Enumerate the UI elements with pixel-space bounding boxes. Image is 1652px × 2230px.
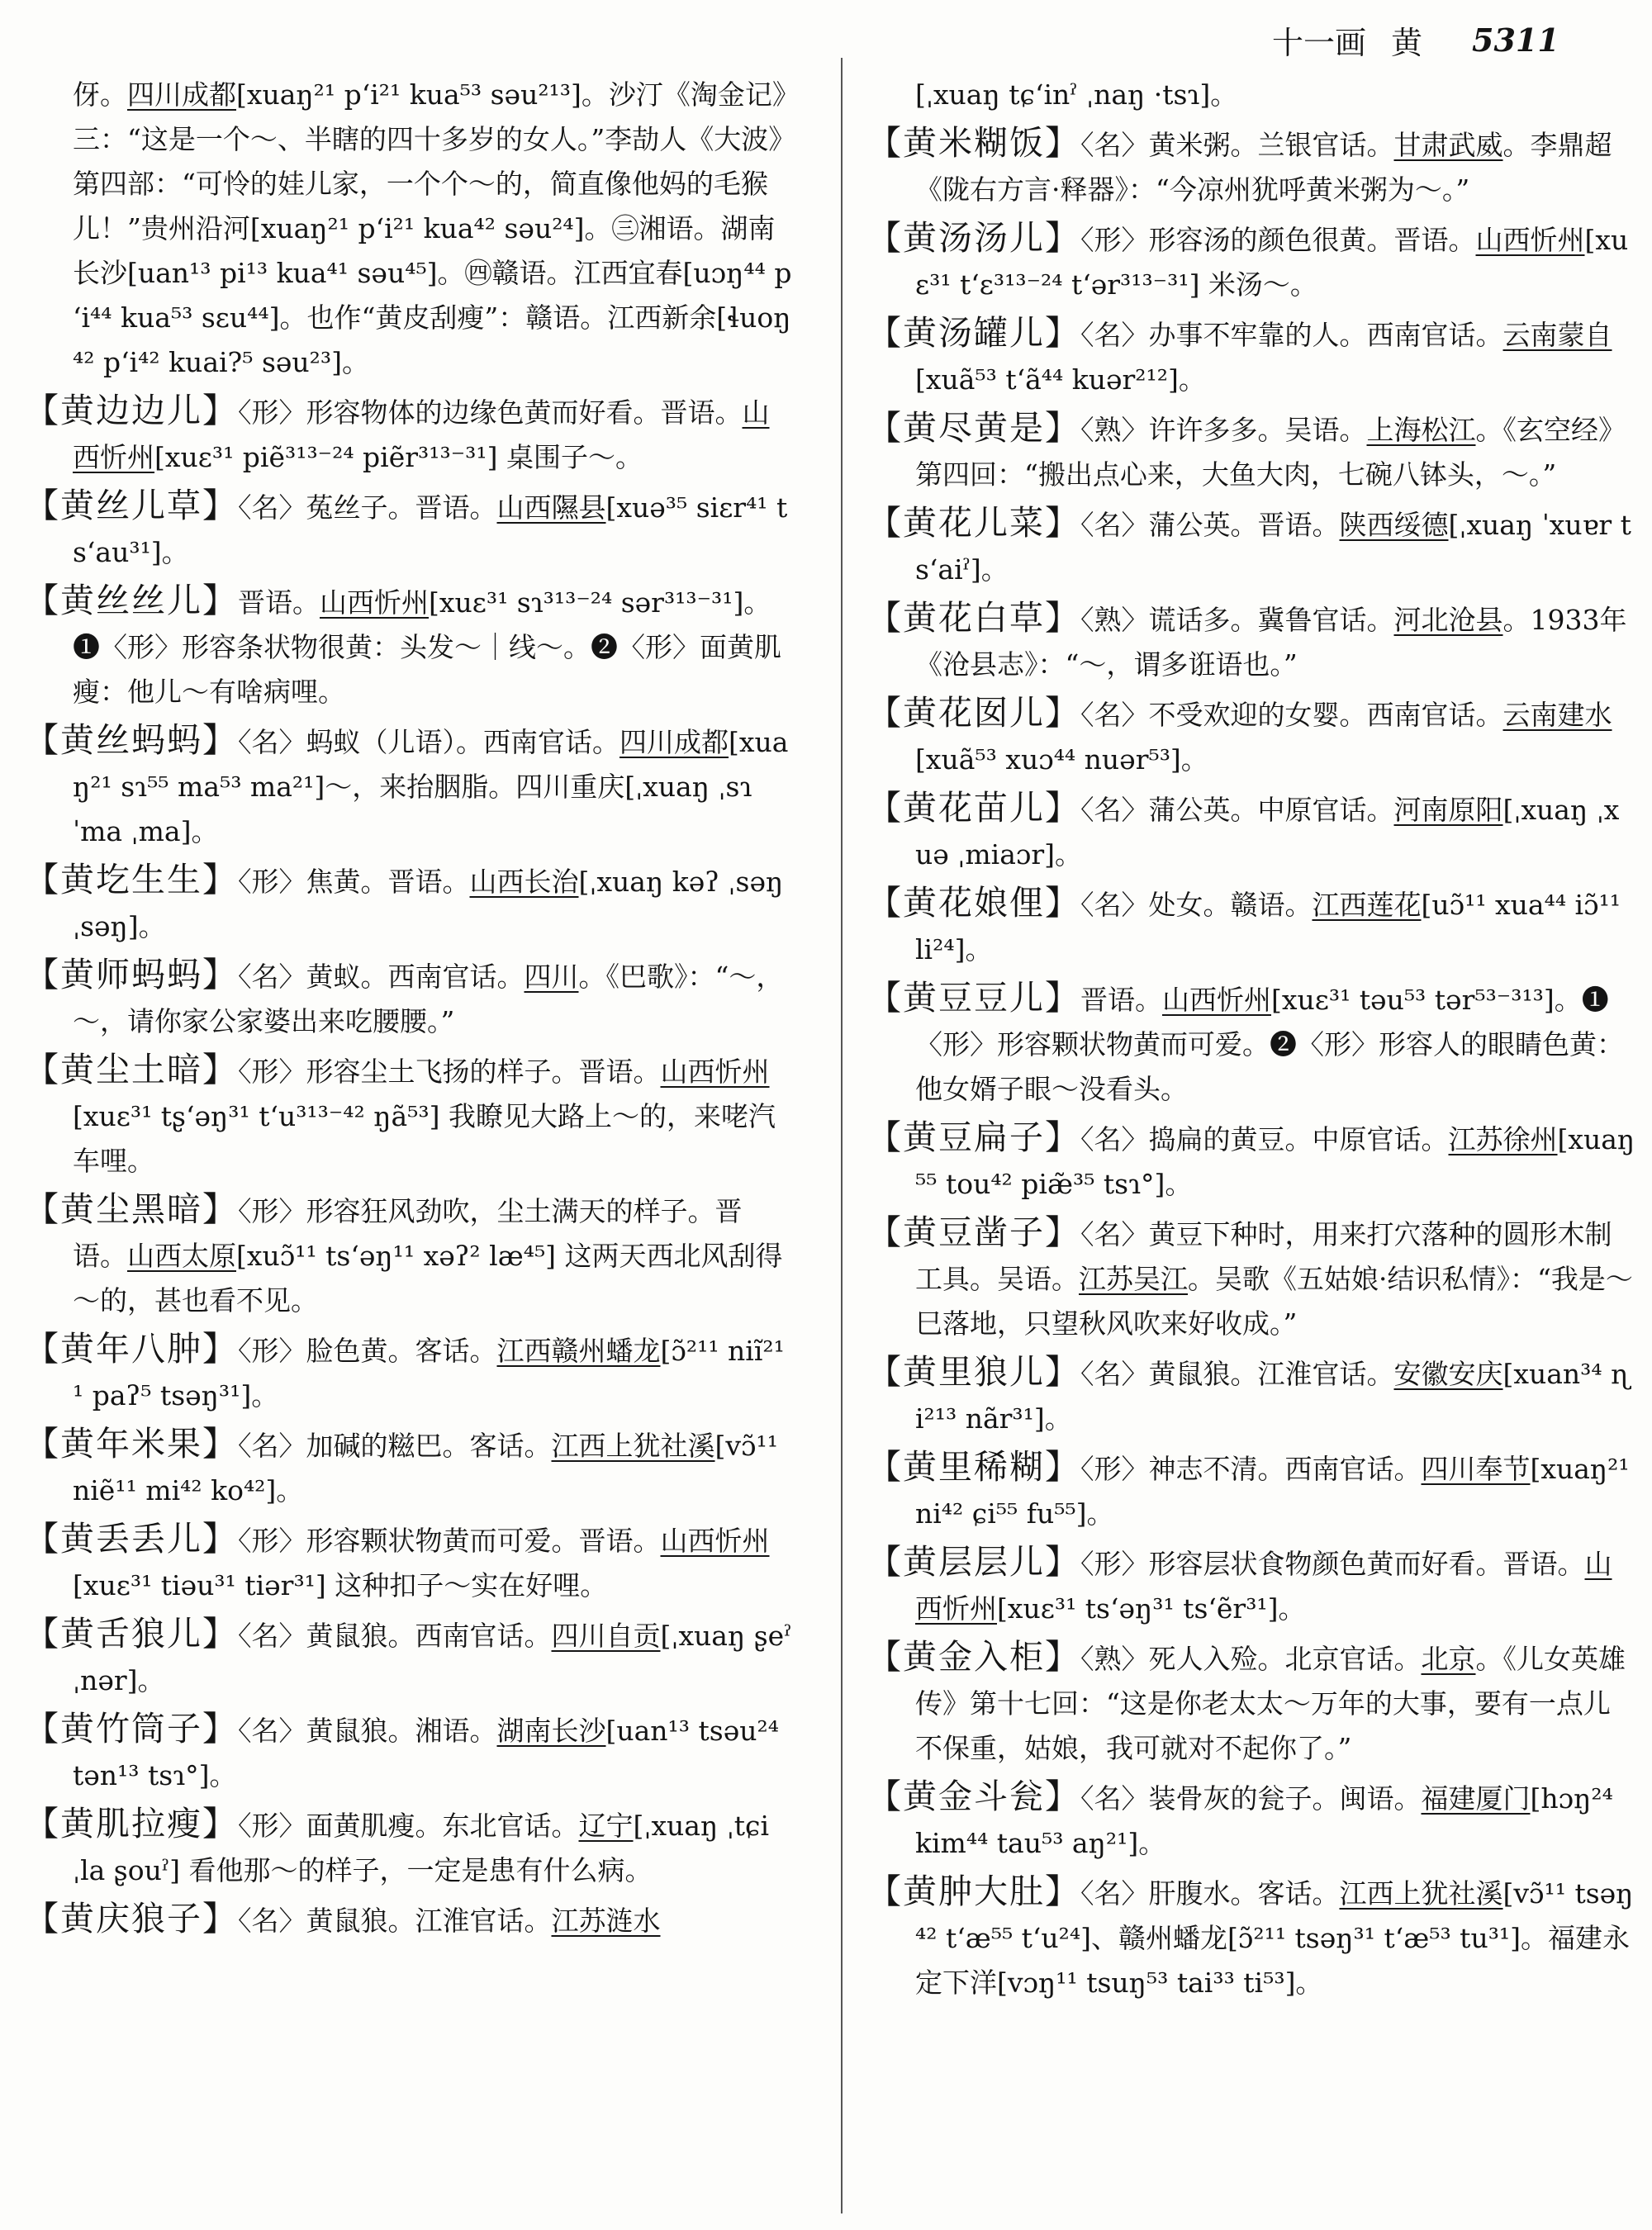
entry-transcription: [xuaŋ²¹ ni⁴² ɕi⁵⁵ fu⁵⁵]。 [915,1453,1630,1530]
dictionary-entry [867,121,1635,212]
dictionary-entry [867,311,1635,402]
entry-headword: 【黄花白草】 [867,598,1080,638]
entry-headword: 【黄丝蚂蚂】 [25,720,238,760]
entry-transcription: [xuã⁵³ xuɔ⁴⁴ nuər⁵³]。 [915,743,1208,776]
header-char: 黄 [1391,24,1423,61]
entry-definition: 〈名〉黄豆下种时，用来打穴落种的圆形木制工具。吴语。 [915,1218,1612,1295]
entry-headword: 【黄丢丢儿】 [25,1519,238,1559]
entry-place: 辽宁 [578,1810,634,1842]
entry-transcription: [hɔŋ²⁴ kim⁴⁴ tau⁵³ aŋ²¹]。 [915,1782,1613,1859]
entry-definition: 〈名〉加碱的糍巴。客话。 [238,1430,552,1462]
entry-place: 北京 [1421,1643,1476,1675]
right-column [867,73,1635,2212]
dictionary-entry [867,1210,1635,1346]
entry-headword: 【黄豆豆儿】 [867,978,1080,1018]
entry-transcription: 。吴歌《五姑娘·结识私情》：“我是～巳落地，只望秋风吹来好收成。” [915,1263,1633,1340]
dictionary-entry [25,73,793,385]
entry-place: 山西忻州 [320,586,429,619]
entry-definition: 〈形〉形容层状食物颜色黄而好看。晋语。 [1080,1548,1585,1580]
dictionary-entry [25,483,793,575]
entry-transcription: [xuɛ³¹ sɿ³¹³⁻²⁴ sər³¹³⁻³¹]。❶〈形〉形容条状物很黄：头发～｜线～。❷〈形〉面黄肌瘦：他儿～有啥病哩。 [73,586,781,708]
entry-transcription: [ˌxuaŋ ˌxuə ˌmiaɔr]。 [915,794,1620,871]
dictionary-entry [25,1047,793,1184]
entry-headword: 【黄竹筒子】 [25,1709,238,1748]
entry-place: 山西忻州 [915,1548,1612,1625]
entry-place: 山西长治 [469,866,579,898]
entry-definition: 〈形〉形容狂风劲吹，尘土满天的样子。晋语。 [73,1195,743,1272]
entry-place: 江西赣州蟠龙 [496,1335,661,1367]
entry-place: 江苏涟水 [551,1905,661,1937]
entry-place: 江苏徐州 [1448,1123,1558,1155]
entry-transcription: [xuə³⁵ siɛr⁴¹ tsʻau³¹]。 [73,491,788,568]
entry-definition: 伢。 [73,78,127,111]
entry-definition: 〈名〉肝腹水。客话。 [1080,1877,1340,1910]
dictionary-entry [25,1801,793,1893]
dictionary-entry [867,406,1635,497]
dictionary-entry [25,857,793,949]
dictionary-entry [867,785,1635,877]
entry-transcription: 。李鼎超《陇右方言·释器》：“今凉州犹呼黄米粥为～。” [915,129,1612,206]
left-column [25,73,793,2212]
entry-definition: 〈名〉不受欢迎的女婴。西南官话。 [1080,699,1503,731]
entry-place: 江西莲花 [1312,889,1422,921]
entry-definition: 〈名〉黄蚁。西南官话。 [238,961,525,993]
entry-definition: 〈名〉蒲公英。中原官话。 [1080,794,1394,826]
dictionary-entry [867,1350,1635,1441]
entry-transcription: [xuã⁵³ tʻã⁴⁴ kuər²¹²]。 [915,363,1206,396]
dictionary-entry [867,1869,1635,2005]
entry-place: 湖南长沙 [496,1715,606,1747]
entry-definition: 〈形〉焦黄。晋语。 [238,866,470,898]
entry-place: 安徽安庆 [1393,1358,1503,1390]
entry-headword: 【黄圪生生】 [25,860,238,899]
dictionary-entry [25,1326,793,1418]
entry-place: 甘肃武威 [1393,129,1503,161]
entry-definition: 〈熟〉死人入殓。北京官话。 [1080,1643,1422,1675]
dictionary-entry [867,501,1635,592]
entry-definition: 〈形〉神志不清。西南官话。 [1080,1453,1422,1485]
entry-definition: 〈形〉脸色黄。客话。 [238,1335,497,1367]
entry-headword: 【黄丝丝儿】 [25,581,238,620]
dictionary-entry [867,975,1635,1112]
entry-transcription: [ˌxuaŋ kəʔ ˌsəŋ ˌsəŋ]。 [73,866,784,942]
entry-transcription: [xuɛ³¹ tsʻəŋ³¹ tsʻẽr³¹]。 [997,1592,1306,1625]
entry-place: 山西忻州 [1162,984,1271,1016]
entry-place: 四川奉节 [1421,1453,1531,1485]
dictionary-entry [867,1635,1635,1771]
entry-headword: 【黄年八肿】 [25,1329,238,1369]
entry-transcription: [xuaŋ²¹ sɿ⁵⁵ ma⁵³ ma²¹]～，来抬胭脂。四川重庆[ˌxuaŋ ˌsɿ ˈma ˌma]。 [73,726,789,847]
entry-headword: 【黄层层儿】 [867,1542,1080,1582]
entry-transcription: [vɔ̃¹¹ tsəŋ⁴² tʻæ⁵⁵ tʻu²⁴]、赣州蟠龙[ɔ̃²¹¹ tsəŋ³¹ tʻæ⁵³ tu³¹]。福建永定下洋[vɔŋ¹¹ tsuŋ⁵³ tai³³ ti⁵³]。 [915,1877,1634,1999]
entry-transcription: [ɔ̃²¹¹ niĩ²¹¹ paʔ⁵ tsəŋ³¹]。 [73,1335,785,1412]
entry-definition: 晋语。 [238,586,320,619]
entry-definition: [ˌxuaŋ tɕʻinˀ ˌnaŋ ·tsɿ]。 [915,78,1238,111]
entry-transcription: [ˌxuaŋ ʂeˀ ˌnər]。 [73,1620,792,1696]
entry-headword: 【黄豆扁子】 [867,1117,1080,1157]
entry-place: 四川 [524,961,579,993]
entry-place: 山西太原 [127,1240,236,1272]
entry-headword: 【黄尘土暗】 [25,1050,238,1089]
entry-transcription: 。《儿女英雄传》第十七回：“这是你老太太～万年的大事，要有一点儿不保重，姑娘，我可就对不起你了。” [915,1643,1626,1764]
entry-transcription: [xuɛ³¹ təu⁵³ tər⁵³⁻³¹³]。❶〈形〉形容颗状物黄而可爱。❷〈形〉形容人的眼睛色黄：他女婿子眼～没看头。 [915,984,1624,1105]
entry-place: 山西忻州 [660,1056,770,1088]
dictionary-entry [25,952,793,1044]
entry-definition: 〈熟〉许许多多。吴语。 [1080,414,1367,446]
entry-place: 江苏吴江 [1079,1263,1188,1295]
dictionary-entry [867,1774,1635,1866]
entry-transcription: [xuɔ̃¹¹ tsʻəŋ¹¹ xəʔ² læ⁴⁵] 这两天西北风刮得～的，甚也看不见。 [73,1240,783,1317]
entry-definition: 〈名〉办事不牢靠的人。西南官话。 [1080,319,1503,351]
entry-definition: 〈名〉黄鼠狼。西南官话。 [238,1620,552,1652]
entry-headword: 【黄花儿菜】 [867,503,1080,543]
entry-transcription: [xuɛ³¹ tʂʻəŋ³¹ tʻu³¹³⁻⁴² ŋã⁵³] 我瞭见大路上～的，来咾汽车哩。 [73,1100,776,1177]
entry-headword: 【黄师蚂蚂】 [25,955,238,994]
dictionary-entry [867,880,1635,972]
dictionary-entry [25,388,793,480]
entry-headword: 【黄金斗瓮】 [867,1777,1080,1816]
entry-definition: 〈名〉捣扁的黄豆。中原官话。 [1080,1123,1449,1155]
dictionary-entry [25,1706,793,1798]
entry-place: 河南原阳 [1393,794,1503,826]
entry-transcription: [xuɛ³¹ tiəu³¹ tiər³¹] 这种扣子～实在好哩。 [73,1569,608,1601]
entry-headword: 【黄舌狼儿】 [25,1614,238,1654]
entry-place: 上海松江 [1366,414,1476,446]
entry-place: 山西隰县 [496,491,606,524]
entry-place: 云南蒙自 [1502,319,1612,351]
entry-headword: 【黄尽黄是】 [867,408,1080,448]
entry-headword: 【黄豆凿子】 [867,1212,1080,1252]
dictionary-entry [25,718,793,854]
entry-transcription: [ˌxuaŋ ˈxuɐr tsʻaiˀ]。 [915,509,1631,586]
entry-definition: 〈名〉蚂蚁（儿语）。西南官话。 [238,726,620,758]
entry-headword: 【黄边边儿】 [25,391,238,430]
dictionary-entry [25,1516,793,1608]
entry-definition: 〈形〉形容汤的颜色很黄。晋语。 [1080,224,1476,256]
entry-headword: 【黄花囡儿】 [867,693,1080,733]
dictionary-entry [867,73,1635,117]
page-number: 5311 [1472,21,1559,59]
entry-definition: 晋语。 [1080,984,1162,1016]
dictionary-entry [867,1540,1635,1631]
entry-headword: 【黄米糊饭】 [867,123,1080,163]
entry-transcription: [xuɛ³¹ tʻɛ³¹³⁻²⁴ tʻər³¹³⁻³¹] 米汤～。 [915,224,1629,301]
entry-transcription: [xuaŋ⁵⁵ tou⁴² piæ̃³⁵ tsɿ°]。 [915,1123,1635,1200]
entry-headword: 【黄里狼儿】 [867,1352,1080,1392]
entry-headword: 【黄肌拉瘦】 [25,1804,238,1843]
section-label: 十一画 [1272,24,1367,61]
entry-definition: 〈名〉黄鼠狼。江淮官话。 [1080,1358,1394,1390]
entry-headword: 【黄年米果】 [25,1424,238,1464]
entry-headword: 【黄汤罐儿】 [867,313,1080,353]
entry-definition: 〈名〉菟丝子。晋语。 [238,491,497,524]
entry-definition: 〈熟〉谎话多。冀鲁官话。 [1080,604,1394,636]
entry-place: 云南建水 [1502,699,1612,731]
page-header [1272,15,1602,64]
entry-place: 四川成都 [127,78,236,111]
entry-headword: 【黄花娘俚】 [867,883,1080,923]
entry-transcription: [xuɛ³¹ piẽ³¹³⁻²⁴ piẽr³¹³⁻³¹] 桌围子～。 [154,441,643,473]
entry-transcription: [xuan³⁴ ɳi²¹³ nãr³¹]。 [915,1358,1631,1435]
entry-transcription: [xuaŋ²¹ pʻi²¹ kua⁵³ səu²¹³]。沙汀《淘金记》三：“这是一个～、半瞎的四十多岁的女人。”李劼人《大波》第四部：“可怜的娃儿家，一个个～的，简直像他妈的毛猴儿！”贵州沿河[xuaŋ²¹ pʻi²¹ kua⁴² səu²⁴]。㊂湘语。湖南长沙[uan¹³ pi¹³ kua⁴¹ səu⁴⁵]。㊃赣语。江西宜春[uɔŋ⁴⁴ pʻi⁴⁴ kua⁵³ sɛu⁴⁴]。也作“黄皮刮瘦”：赣语。江西新余[ɬuoŋ⁴² pʻi⁴² kuai?⁵ səu²³]。 [73,78,792,378]
entry-definition: 〈名〉处女。赣语。 [1080,889,1313,921]
entry-headword: 【黄里稀糊】 [867,1447,1080,1487]
entry-headword: 【黄丝儿草】 [25,486,238,525]
dictionary-entry [25,1611,793,1703]
entry-definition: 〈形〉面黄肌瘦。东北官话。 [238,1810,579,1842]
entry-headword: 【黄庆狼子】 [25,1899,238,1938]
entry-place: 四川自贡 [551,1620,661,1652]
entry-definition: 〈名〉黄米粥。兰银官话。 [1080,129,1394,161]
entry-transcription: 。《巴歌》：“～，～，请你家公家婆出来吃腰腰。” [73,961,784,1037]
entry-definition: 〈形〉形容尘土飞扬的样子。晋语。 [238,1056,661,1088]
entry-place: 陕西绥德 [1339,509,1449,541]
entry-headword: 【黄尘黑暗】 [25,1189,238,1229]
entry-place: 山西忻州 [660,1525,770,1557]
entry-place: 山西忻州 [73,396,770,473]
dictionary-entry [25,1187,793,1323]
entry-definition: 〈形〉形容颗状物黄而可爱。晋语。 [238,1525,661,1557]
dictionary-entry [867,1115,1635,1207]
column-divider [841,58,843,2213]
entry-place: 江西上犹社溪 [551,1430,715,1462]
dictionary-entry [867,216,1635,307]
entry-transcription: [ˌxuaŋ ˌtɕi ˌla ʂouˀ] 看他那～的样子，一定是患有什么病。 [73,1810,770,1886]
entry-place: 四川成都 [620,726,729,758]
entry-place: 河北沧县 [1393,604,1503,636]
entry-transcription: [vɔ̃¹¹ niẽ¹¹ mi⁴² ko⁴²]。 [73,1430,778,1506]
entry-transcription: [uan¹³ tsəu²⁴ tən¹³ tsɿ°]。 [73,1715,779,1791]
entry-definition: 〈形〉形容物体的边缘色黄而好看。晋语。 [238,396,743,429]
entry-transcription: 。《玄空经》第四回：“搬出点心来，大鱼大肉，七碗八钵头，～。” [915,414,1626,491]
dictionary-entry [867,1445,1635,1536]
entry-headword: 【黄金入柜】 [867,1637,1080,1677]
entry-place: 福建厦门 [1421,1782,1531,1815]
entry-definition: 〈名〉黄鼠狼。江淮官话。 [238,1905,552,1937]
entry-headword: 【黄肿大肚】 [867,1872,1080,1911]
entry-definition: 〈名〉蒲公英。晋语。 [1080,509,1340,541]
entry-definition: 〈名〉黄鼠狼。湘语。 [238,1715,497,1747]
dictionary-entry [867,690,1635,782]
dictionary-entry [25,1896,793,1943]
dictionary-entry [867,595,1635,687]
entry-headword: 【黄汤汤儿】 [867,218,1080,258]
entry-place: 山西忻州 [1475,224,1585,256]
dictionary-entry [25,1421,793,1513]
entry-headword: 【黄花苗儿】 [867,788,1080,828]
dictionary-entry [25,578,793,714]
entry-transcription: 。1933年《沧县志》：“～，谓多诳语也。” [915,604,1627,681]
entry-definition: 〈名〉装骨灰的瓮子。闽语。 [1080,1782,1422,1815]
entry-transcription: [uɔ̃¹¹ xua⁴⁴ iɔ̃¹¹ li²⁴]。 [915,889,1621,966]
entry-place: 江西上犹社溪 [1339,1877,1503,1910]
